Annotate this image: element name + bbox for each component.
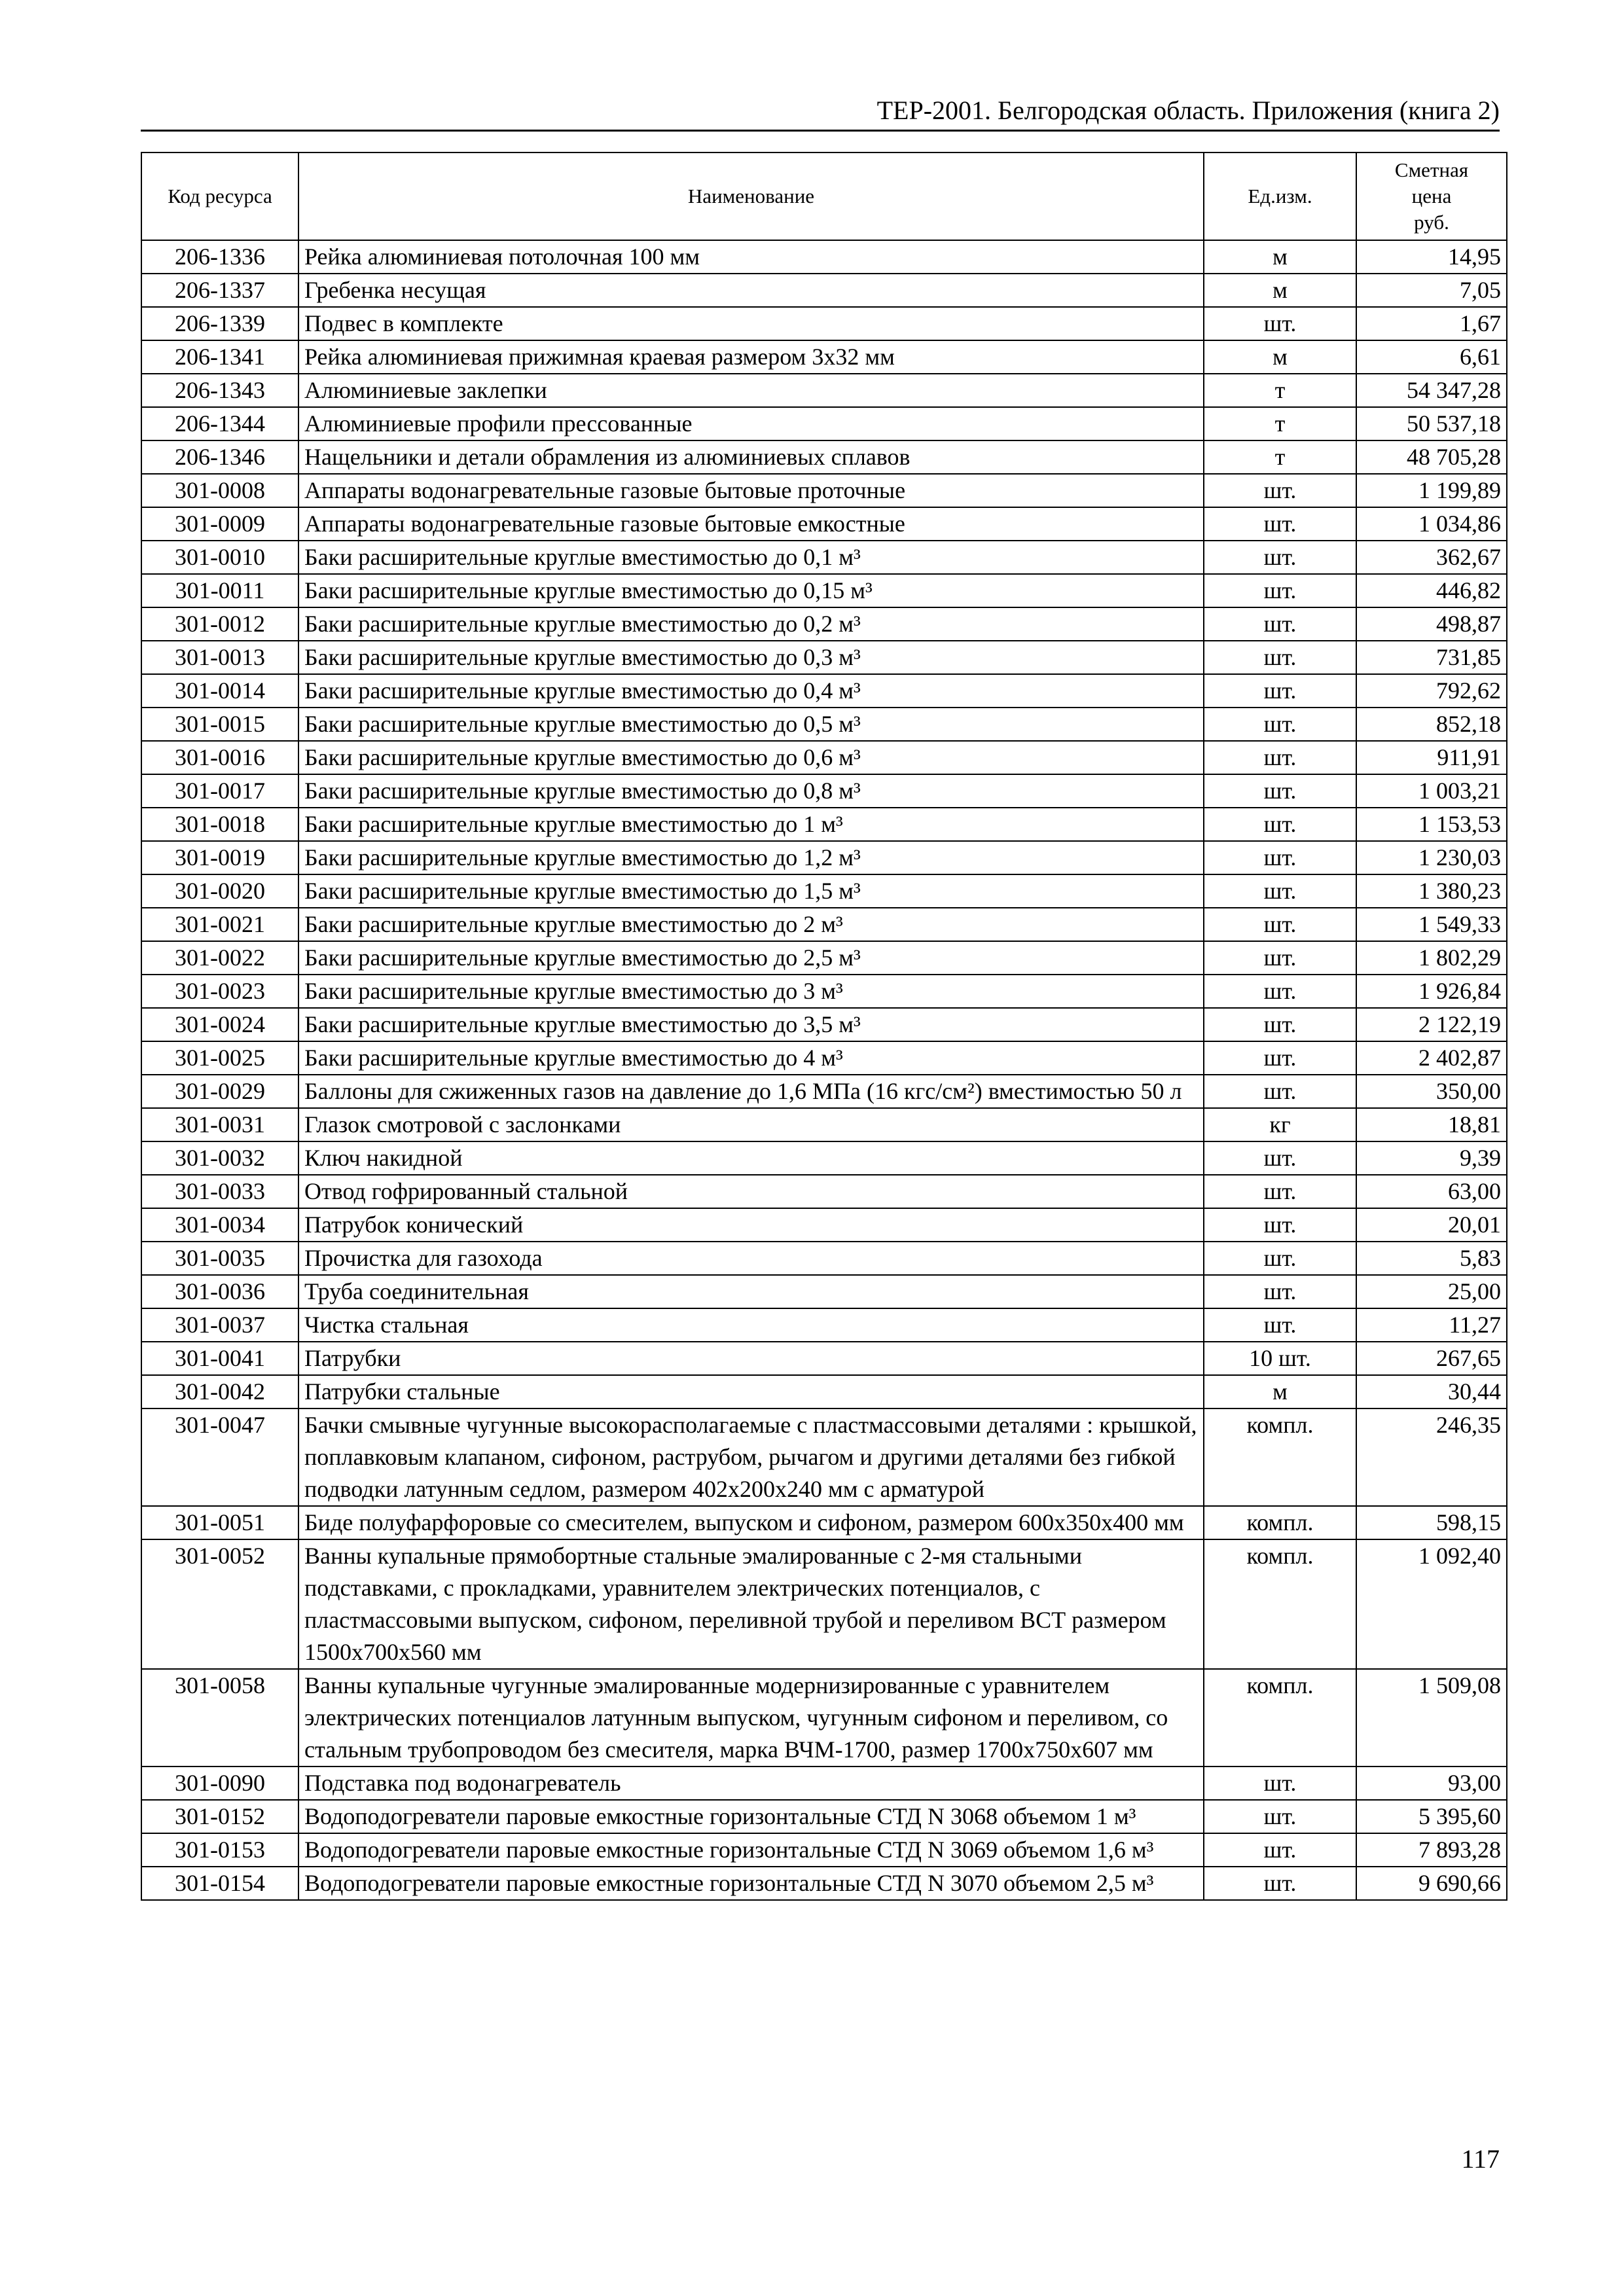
cell-price: 11,27: [1356, 1308, 1507, 1342]
cell-unit: шт.: [1204, 1800, 1356, 1833]
cell-name: Подвес в комплекте: [298, 307, 1204, 340]
cell-unit: шт.: [1204, 741, 1356, 774]
table-row: [141, 507, 1507, 541]
table-row: [141, 1242, 1507, 1275]
cell-price: 1 230,03: [1356, 841, 1507, 874]
cell-unit: компл.: [1204, 1539, 1356, 1669]
cell-name: Биде полуфарфоровые со смесителем, выпуском и сифоном, размером 600х350х400 мм: [298, 1506, 1204, 1539]
cell-unit: шт.: [1204, 1175, 1356, 1208]
cell-price: 9 690,66: [1356, 1867, 1507, 1900]
cell-price: 1 802,29: [1356, 941, 1507, 975]
table-row: [141, 1141, 1507, 1175]
table-header-row: [141, 152, 1507, 240]
table-row: [141, 574, 1507, 607]
table-row: [141, 1041, 1507, 1075]
cell-code: 301-0152: [141, 1800, 298, 1833]
cell-code: 206-1337: [141, 274, 298, 307]
cell-code: 301-0154: [141, 1867, 298, 1900]
cell-code: 301-0051: [141, 1506, 298, 1539]
cell-price: 1 153,53: [1356, 808, 1507, 841]
cell-name: Водоподогреватели паровые емкостные горизонтальные СТД N 3070 объемом 2,5 м³: [298, 1867, 1204, 1900]
cell-price: 852,18: [1356, 708, 1507, 741]
cell-name: Чистка стальная: [298, 1308, 1204, 1342]
cell-code: 301-0017: [141, 774, 298, 808]
table-row: [141, 1175, 1507, 1208]
cell-price: 1 380,23: [1356, 874, 1507, 908]
table-row: [141, 1767, 1507, 1800]
table-row: [141, 307, 1507, 340]
cell-unit: шт.: [1204, 541, 1356, 574]
cell-code: 301-0012: [141, 607, 298, 641]
cell-price: 246,35: [1356, 1408, 1507, 1506]
cell-name: Алюминиевые профили прессованные: [298, 407, 1204, 440]
cell-price: 1 199,89: [1356, 474, 1507, 507]
cell-unit: шт.: [1204, 1008, 1356, 1041]
cell-price: 54 347,28: [1356, 374, 1507, 407]
cell-code: 301-0058: [141, 1669, 298, 1767]
cell-code: 301-0047: [141, 1408, 298, 1506]
cell-unit: шт.: [1204, 307, 1356, 340]
cell-name: Ванны купальные прямобортные стальные эмалированные с 2-мя стальными подставками, с прокладками, уравнителем электрических потенциалов, с пластмассовыми выпуском, сифоном, переливной трубой и переливом ВСТ размером 1500х700х560 мм: [298, 1539, 1204, 1669]
cell-name: Баки расширительные круглые вместимостью до 0,15 м³: [298, 574, 1204, 607]
cell-name: Гребенка несущая: [298, 274, 1204, 307]
cell-unit: шт.: [1204, 975, 1356, 1008]
cell-code: 301-0153: [141, 1833, 298, 1867]
cell-code: 301-0011: [141, 574, 298, 607]
cell-price: 1 549,33: [1356, 908, 1507, 941]
cell-code: 301-0037: [141, 1308, 298, 1342]
cell-code: 301-0042: [141, 1375, 298, 1408]
cell-price: 48 705,28: [1356, 440, 1507, 474]
cell-price: 7,05: [1356, 274, 1507, 307]
table-row: [141, 1342, 1507, 1375]
page-number: 117: [1461, 2144, 1500, 2174]
cell-code: 301-0029: [141, 1075, 298, 1108]
cell-code: 301-0033: [141, 1175, 298, 1208]
cell-code: 301-0034: [141, 1208, 298, 1242]
cell-unit: м: [1204, 340, 1356, 374]
table-row: [141, 774, 1507, 808]
column-header-price-line: руб.: [1414, 211, 1449, 234]
column-header-price-line: Сметная: [1394, 158, 1469, 181]
cell-price: 5,83: [1356, 1242, 1507, 1275]
cell-price: 5 395,60: [1356, 1800, 1507, 1833]
cell-unit: шт.: [1204, 808, 1356, 841]
cell-code: 206-1344: [141, 407, 298, 440]
cell-code: 301-0022: [141, 941, 298, 975]
cell-name: Баки расширительные круглые вместимостью до 3 м³: [298, 975, 1204, 1008]
table-row: [141, 407, 1507, 440]
cell-price: 1 092,40: [1356, 1539, 1507, 1669]
column-header-code: Код ресурса: [141, 152, 298, 240]
table-row: [141, 1408, 1507, 1506]
table-row: [141, 741, 1507, 774]
table-row: [141, 1375, 1507, 1408]
cell-name: Баки расширительные круглые вместимостью до 1,2 м³: [298, 841, 1204, 874]
table-row: [141, 641, 1507, 674]
cell-unit: м: [1204, 240, 1356, 274]
cell-name: Баки расширительные круглые вместимостью до 2 м³: [298, 908, 1204, 941]
resource-price-table: [141, 152, 1507, 1901]
cell-unit: шт.: [1204, 874, 1356, 908]
cell-code: 301-0014: [141, 674, 298, 708]
cell-unit: шт.: [1204, 1867, 1356, 1900]
table-row: [141, 607, 1507, 641]
table-row: [141, 941, 1507, 975]
cell-price: 1 003,21: [1356, 774, 1507, 808]
cell-name: Баки расширительные круглые вместимостью до 0,3 м³: [298, 641, 1204, 674]
cell-code: 301-0041: [141, 1342, 298, 1375]
cell-unit: шт.: [1204, 774, 1356, 808]
table-row: [141, 1108, 1507, 1141]
cell-price: 25,00: [1356, 1275, 1507, 1308]
cell-name: Баки расширительные круглые вместимостью до 3,5 м³: [298, 1008, 1204, 1041]
cell-unit: компл.: [1204, 1506, 1356, 1539]
cell-name: Аппараты водонагревательные газовые бытовые емкостные: [298, 507, 1204, 541]
cell-unit: шт.: [1204, 941, 1356, 975]
cell-price: 14,95: [1356, 240, 1507, 274]
cell-price: 446,82: [1356, 574, 1507, 607]
cell-unit: компл.: [1204, 1669, 1356, 1767]
table-row: [141, 874, 1507, 908]
cell-unit: шт.: [1204, 1208, 1356, 1242]
cell-price: 2 402,87: [1356, 1041, 1507, 1075]
cell-unit: шт.: [1204, 1075, 1356, 1108]
cell-name: Ванны купальные чугунные эмалированные модернизированные с уравнителем электрических потенциалов латунным выпуском, чугунным сифоном и переливом, со стальным трубопроводом без смесителя, марка ВЧМ-1700, размер 1700х750х607 мм: [298, 1669, 1204, 1767]
cell-name: Ключ накидной: [298, 1141, 1204, 1175]
cell-unit: шт.: [1204, 708, 1356, 741]
cell-name: Баки расширительные круглые вместимостью до 2,5 м³: [298, 941, 1204, 975]
cell-price: 2 122,19: [1356, 1008, 1507, 1041]
table-row: [141, 1800, 1507, 1833]
column-header-name: Наименование: [298, 152, 1204, 240]
cell-unit: шт.: [1204, 1767, 1356, 1800]
table-row: [141, 1008, 1507, 1041]
cell-name: Алюминиевые заклепки: [298, 374, 1204, 407]
cell-unit: т: [1204, 440, 1356, 474]
page-header-title: ТЕР-2001. Белгородская область. Приложения (книга 2): [876, 96, 1500, 125]
table-row: [141, 975, 1507, 1008]
cell-unit: т: [1204, 407, 1356, 440]
cell-price: 911,91: [1356, 741, 1507, 774]
cell-name: Аппараты водонагревательные газовые бытовые проточные: [298, 474, 1204, 507]
cell-unit: т: [1204, 374, 1356, 407]
cell-name: Баки расширительные круглые вместимостью до 0,6 м³: [298, 741, 1204, 774]
table-row: [141, 474, 1507, 507]
table-row: [141, 274, 1507, 307]
cell-code: 301-0024: [141, 1008, 298, 1041]
cell-code: 301-0052: [141, 1539, 298, 1669]
cell-name: Отвод гофрированный стальной: [298, 1175, 1204, 1208]
cell-code: 301-0035: [141, 1242, 298, 1275]
cell-name: Труба соединительная: [298, 1275, 1204, 1308]
cell-name: Баки расширительные круглые вместимостью до 4 м³: [298, 1041, 1204, 1075]
table-row: [141, 1506, 1507, 1539]
cell-price: 1 926,84: [1356, 975, 1507, 1008]
cell-code: 206-1346: [141, 440, 298, 474]
cell-unit: шт.: [1204, 908, 1356, 941]
cell-name: Баки расширительные круглые вместимостью до 0,2 м³: [298, 607, 1204, 641]
cell-code: 301-0025: [141, 1041, 298, 1075]
table-row: [141, 708, 1507, 741]
table-body: [141, 240, 1507, 1900]
cell-name: Баки расширительные круглые вместимостью до 1 м³: [298, 808, 1204, 841]
cell-price: 9,39: [1356, 1141, 1507, 1175]
cell-price: 731,85: [1356, 641, 1507, 674]
cell-name: Глазок смотровой с заслонками: [298, 1108, 1204, 1141]
cell-unit: шт.: [1204, 1041, 1356, 1075]
cell-code: 301-0090: [141, 1767, 298, 1800]
cell-name: Баки расширительные круглые вместимостью до 0,5 м³: [298, 708, 1204, 741]
column-header-price-line: цена: [1411, 185, 1452, 207]
cell-name: Прочистка для газохода: [298, 1242, 1204, 1275]
cell-name: Подставка под водонагреватель: [298, 1767, 1204, 1800]
cell-price: 1 034,86: [1356, 507, 1507, 541]
table-row: [141, 674, 1507, 708]
cell-name: Патрубок конический: [298, 1208, 1204, 1242]
cell-unit: шт.: [1204, 674, 1356, 708]
cell-price: 350,00: [1356, 1075, 1507, 1108]
cell-unit: шт.: [1204, 1833, 1356, 1867]
cell-name: Бачки смывные чугунные высокорасполагаемые с пластмассовыми деталями : крышкой, поплавковым клапаном, сифоном, раструбом, рычагом и другими деталями без гибкой подводки латунным седлом, размером 402х200х240 мм с арматурой: [298, 1408, 1204, 1506]
cell-code: 301-0036: [141, 1275, 298, 1308]
cell-price: 362,67: [1356, 541, 1507, 574]
table-row: [141, 808, 1507, 841]
cell-code: 301-0023: [141, 975, 298, 1008]
cell-price: 50 537,18: [1356, 407, 1507, 440]
cell-price: 63,00: [1356, 1175, 1507, 1208]
cell-code: 301-0031: [141, 1108, 298, 1141]
cell-code: 301-0018: [141, 808, 298, 841]
table-row: [141, 1833, 1507, 1867]
cell-unit: 10 шт.: [1204, 1342, 1356, 1375]
cell-name: Рейка алюминиевая потолочная 100 мм: [298, 240, 1204, 274]
cell-code: 301-0008: [141, 474, 298, 507]
cell-name: Баки расширительные круглые вместимостью до 0,4 м³: [298, 674, 1204, 708]
cell-price: 1,67: [1356, 307, 1507, 340]
cell-name: Водоподогреватели паровые емкостные горизонтальные СТД N 3068 объемом 1 м³: [298, 1800, 1204, 1833]
cell-code: 301-0021: [141, 908, 298, 941]
column-header-unit: Ед.изм.: [1204, 152, 1356, 240]
cell-code: 301-0015: [141, 708, 298, 741]
cell-unit: компл.: [1204, 1408, 1356, 1506]
cell-code: 301-0016: [141, 741, 298, 774]
cell-unit: шт.: [1204, 474, 1356, 507]
cell-code: 206-1339: [141, 307, 298, 340]
cell-price: 20,01: [1356, 1208, 1507, 1242]
cell-name: Патрубки стальные: [298, 1375, 1204, 1408]
cell-name: Баки расширительные круглые вместимостью до 1,5 м³: [298, 874, 1204, 908]
cell-unit: шт.: [1204, 1242, 1356, 1275]
cell-unit: шт.: [1204, 1308, 1356, 1342]
cell-code: 301-0010: [141, 541, 298, 574]
table-row: [141, 841, 1507, 874]
cell-name: Баллоны для сжиженных газов на давление до 1,6 МПа (16 кгс/см²) вместимостью 50 л: [298, 1075, 1204, 1108]
cell-code: 301-0020: [141, 874, 298, 908]
cell-unit: шт.: [1204, 507, 1356, 541]
cell-unit: шт.: [1204, 841, 1356, 874]
table-row: [141, 1075, 1507, 1108]
table-row: [141, 340, 1507, 374]
cell-code: 301-0019: [141, 841, 298, 874]
cell-unit: шт.: [1204, 1141, 1356, 1175]
table-row: [141, 1867, 1507, 1900]
table-row: [141, 1208, 1507, 1242]
cell-price: 598,15: [1356, 1506, 1507, 1539]
table-row: [141, 440, 1507, 474]
cell-price: 93,00: [1356, 1767, 1507, 1800]
table-row: [141, 240, 1507, 274]
cell-name: Патрубки: [298, 1342, 1204, 1375]
table-row: [141, 1275, 1507, 1308]
table-row: [141, 541, 1507, 574]
cell-code: 206-1343: [141, 374, 298, 407]
cell-name: Баки расширительные круглые вместимостью до 0,8 м³: [298, 774, 1204, 808]
cell-name: Баки расширительные круглые вместимостью до 0,1 м³: [298, 541, 1204, 574]
column-header-price: [1356, 152, 1507, 240]
cell-price: 498,87: [1356, 607, 1507, 641]
cell-code: 206-1341: [141, 340, 298, 374]
table-row: [141, 1308, 1507, 1342]
cell-code: 206-1336: [141, 240, 298, 274]
table-row: [141, 1539, 1507, 1669]
header-divider: [141, 130, 1500, 132]
cell-price: 6,61: [1356, 340, 1507, 374]
cell-price: 30,44: [1356, 1375, 1507, 1408]
cell-code: 301-0009: [141, 507, 298, 541]
cell-unit: м: [1204, 274, 1356, 307]
cell-unit: шт.: [1204, 574, 1356, 607]
cell-code: 301-0013: [141, 641, 298, 674]
table-row: [141, 908, 1507, 941]
cell-name: Нащельники и детали обрамления из алюминиевых сплавов: [298, 440, 1204, 474]
cell-code: 301-0032: [141, 1141, 298, 1175]
cell-name: Водоподогреватели паровые емкостные горизонтальные СТД N 3069 объемом 1,6 м³: [298, 1833, 1204, 1867]
cell-unit: шт.: [1204, 607, 1356, 641]
cell-price: 7 893,28: [1356, 1833, 1507, 1867]
cell-name: Рейка алюминиевая прижимная краевая размером 3х32 мм: [298, 340, 1204, 374]
table-row: [141, 374, 1507, 407]
cell-unit: м: [1204, 1375, 1356, 1408]
cell-price: 18,81: [1356, 1108, 1507, 1141]
table-row: [141, 1669, 1507, 1767]
cell-price: 792,62: [1356, 674, 1507, 708]
cell-price: 1 509,08: [1356, 1669, 1507, 1767]
cell-unit: кг: [1204, 1108, 1356, 1141]
cell-unit: шт.: [1204, 641, 1356, 674]
cell-unit: шт.: [1204, 1275, 1356, 1308]
cell-price: 267,65: [1356, 1342, 1507, 1375]
